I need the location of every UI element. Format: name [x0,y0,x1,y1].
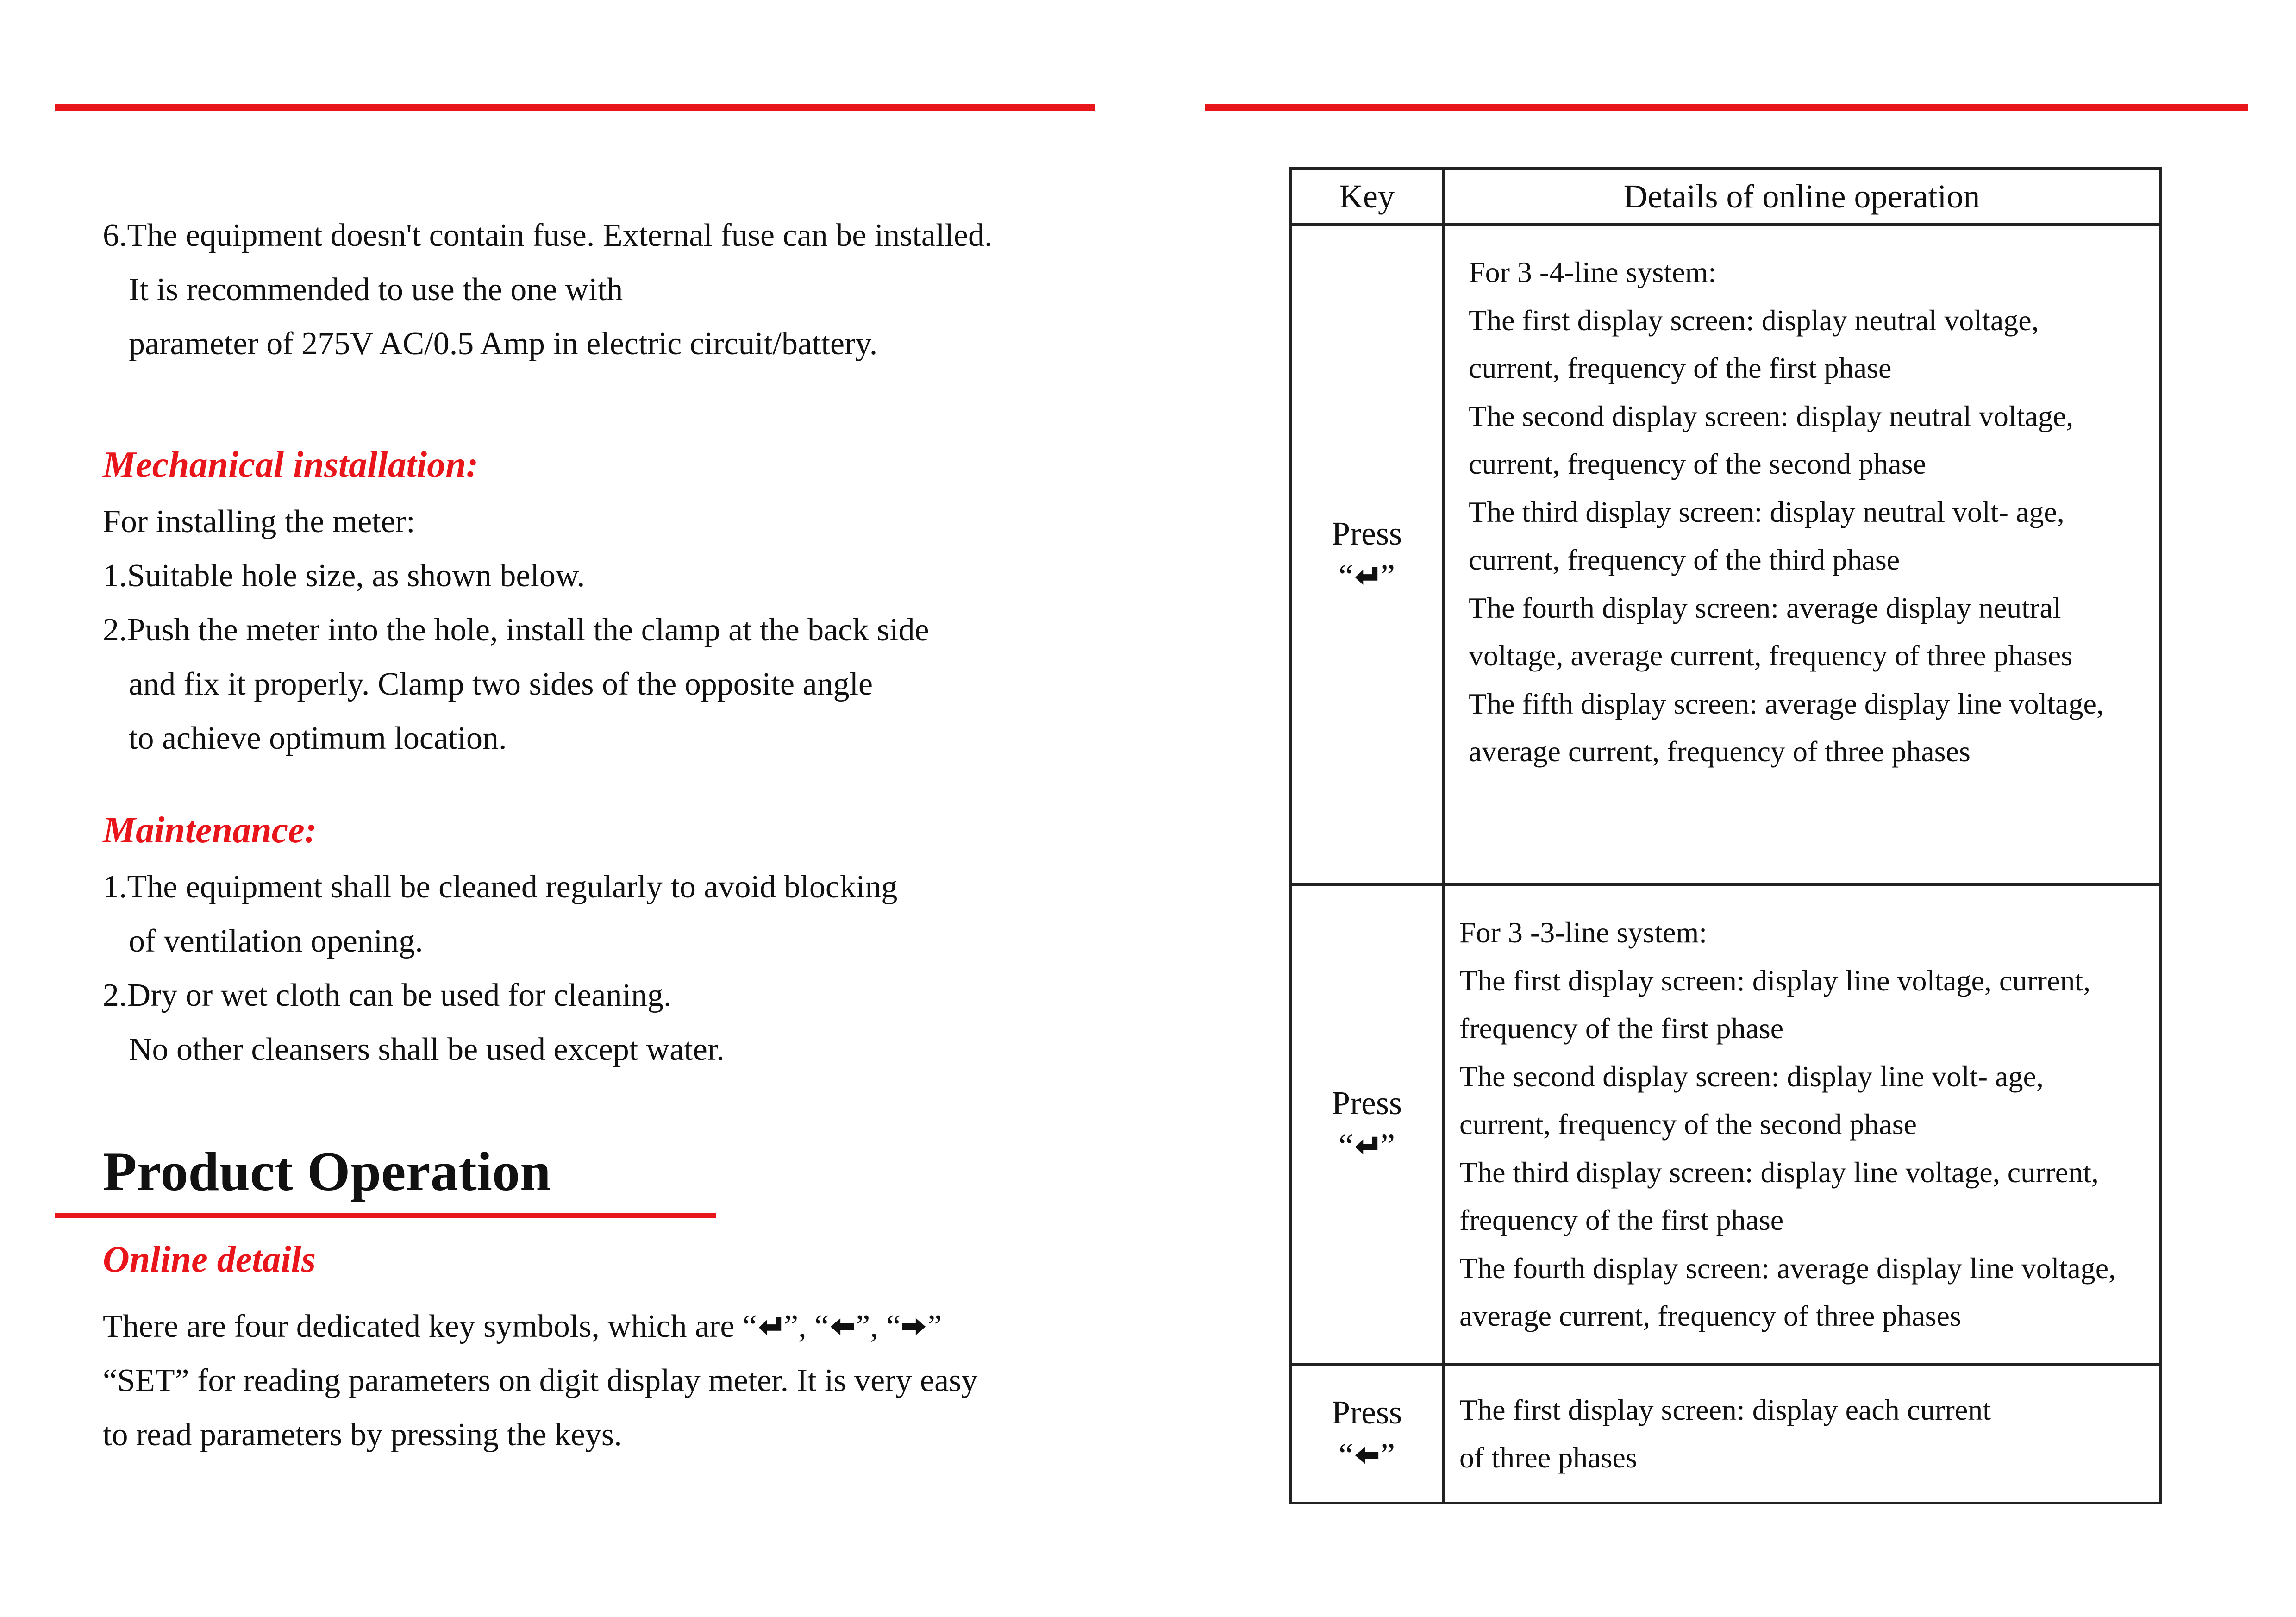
product-operation-title: Product Operation [103,1141,551,1202]
fuse-note-line: It is recommended to use the one with [129,272,623,307]
detail-line: current, frequency of the first phase [1469,351,1892,384]
mechanical-line: 1.Suitable hole size, as shown below. [103,558,585,594]
quote-open: “ [1339,557,1353,595]
detail-line: current, frequency of the second phase [1459,1108,1917,1141]
left-arrow-key-icon [1353,1444,1380,1467]
quote-open: “ [1339,1127,1353,1164]
detail-line: The first display screen: display line voltage, current, [1459,964,2091,997]
detail-line: of three phases [1459,1441,1637,1474]
quote-close: ” [927,1309,942,1344]
detail-line: The second display screen: display neutral voltage, [1469,399,2074,432]
mechanical-line: and fix it properly. Clamp two sides of the opposite angle [129,666,873,702]
header-details: Details of online operation [1443,169,2160,225]
top-rule-left [55,104,1095,111]
detail-line: For 3 -3-line system: [1459,916,1708,949]
mechanical-line: For installing the meter: [103,504,415,539]
quote-close: ” [1380,1127,1395,1164]
detail-line: The third display screen: display line voltage, current, [1459,1155,2099,1189]
enter-key-icon [1353,565,1380,588]
key-symbol [1292,555,1442,597]
maintenance-line: 2.Dry or wet cloth can be used for cleaning. [103,978,672,1013]
detail-line: The second display screen: display line volt- age, [1459,1059,2044,1093]
fuse-note-line: 6.The equipment doesn't contain fuse. External fuse can be installed. [103,218,993,253]
intro-line: “SET” for reading parameters on digit display meter. It is very easy [103,1363,978,1398]
mechanical-installation-heading: Mechanical installation: [103,445,479,485]
key-cell [1290,1364,1443,1503]
online-operation-table [1289,167,2162,1504]
key-cell [1290,225,1443,884]
table-row [1290,884,2160,1364]
separator: ”, “ [784,1309,829,1344]
header-key: Key [1290,169,1443,225]
press-label: Press [1331,1084,1402,1122]
detail-line: The fifth display screen: average display line voltage, [1469,687,2104,720]
detail-line: frequency of the first phase [1459,1012,1784,1045]
title-underline [55,1213,716,1218]
table-row [1290,225,2160,884]
mechanical-line: to achieve optimum location. [129,721,507,756]
detail-cell [1443,1364,2160,1503]
online-details-heading: Online details [103,1239,316,1280]
key-cell [1290,884,1443,1364]
fuse-note [103,208,1098,371]
detail-line: The first display screen: display each current [1459,1393,1991,1426]
top-rule-right [1205,104,2248,111]
left-arrow-key-icon [829,1315,856,1338]
detail-cell [1443,225,2160,884]
quote-close: ” [1380,557,1395,595]
left-column [103,208,1098,1077]
key-symbol [1292,1124,1442,1167]
detail-line: The fourth display screen: average display line voltage, [1459,1251,2116,1285]
detail-line: average current, frequency of three phases [1459,1299,1961,1333]
key-symbol [1292,1434,1442,1476]
mechanical-line: 2.Push the meter into the hole, install the clamp at the back side [103,612,929,648]
maintenance-line: of ventilation opening. [129,923,423,959]
intro-text: There are four dedicated key symbols, which are [103,1309,735,1344]
detail-line: current, frequency of the second phase [1469,447,1926,480]
detail-line: current, frequency of the third phase [1469,543,1900,576]
online-details-block [103,1232,1098,1462]
detail-line: frequency of the first phase [1459,1203,1784,1237]
press-label: Press [1331,514,1402,552]
maintenance-text [103,860,1098,1077]
intro-line [103,1299,1098,1354]
right-arrow-key-icon [901,1315,927,1338]
table-row [1290,1364,2160,1503]
detail-line: The fourth display screen: average display neutral [1469,591,2061,624]
detail-line: For 3 -4-line system: [1469,256,1717,288]
intro-line: to read parameters by pressing the keys. [103,1417,622,1453]
maintenance-line: No other cleansers shall be used except water. [129,1032,725,1067]
online-details-intro [103,1299,1098,1462]
detail-line: voltage, average current, frequency of three phases [1469,639,2073,672]
enter-key-icon [757,1315,784,1338]
detail-line: The first display screen: display neutral voltage, [1469,303,2039,337]
separator: ”, “ [856,1309,901,1344]
quote-open: “ [1339,1436,1353,1473]
quote-open: “ [742,1309,757,1344]
mechanical-installation-text [103,495,1098,765]
enter-key-icon [1353,1134,1380,1158]
maintenance-line: 1.The equipment shall be cleaned regularly to avoid blocking [103,869,898,905]
detail-cell [1443,884,2160,1364]
press-label: Press [1331,1394,1402,1431]
table-header-row [1290,169,2160,225]
detail-line: The third display screen: display neutral volt- age, [1469,495,2065,528]
detail-line: average current, frequency of three phases [1469,735,1971,768]
quote-close: ” [1380,1436,1395,1473]
maintenance-heading: Maintenance: [103,810,317,851]
fuse-note-line: parameter of 275V AC/0.5 Amp in electric circuit/battery. [129,326,878,362]
